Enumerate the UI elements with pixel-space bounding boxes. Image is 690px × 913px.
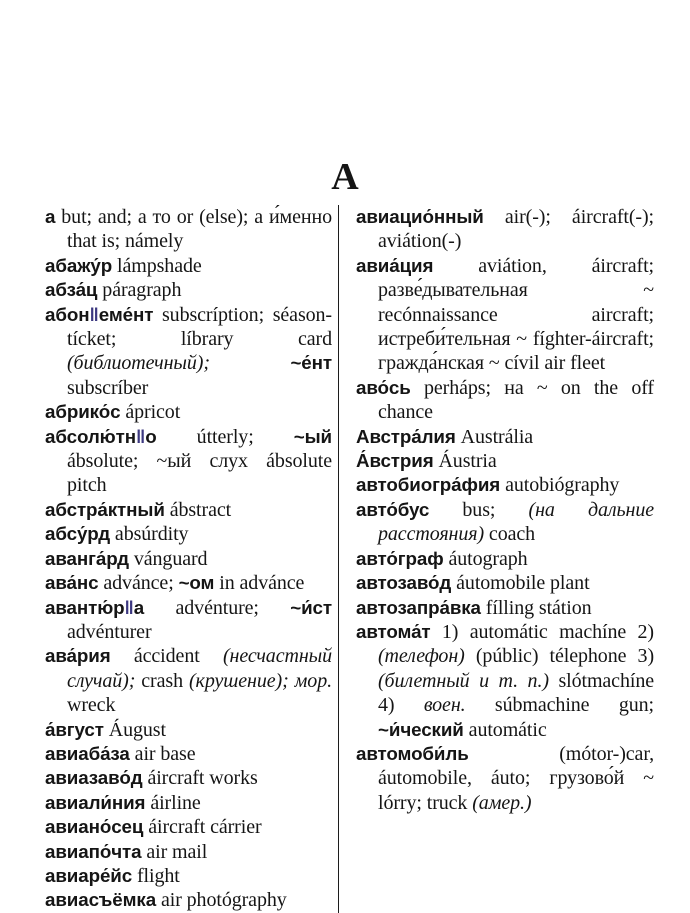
headword: ава́рия — [45, 645, 111, 667]
dictionary-entry — [356, 205, 654, 254]
headword: еме́нт — [98, 303, 154, 325]
translation-text: vánguard — [128, 547, 208, 570]
translation-text: útterly; — [156, 425, 294, 448]
headword: авто́бус — [356, 498, 430, 520]
headword: авиапо́чта — [45, 840, 142, 862]
dictionary-entry — [45, 254, 332, 278]
inflection-bold: ~и́ческий — [378, 718, 464, 740]
headword: абажу́р — [45, 254, 113, 276]
dictionary-entry — [45, 571, 332, 595]
dictionary-entry — [45, 498, 332, 522]
translation-text: 1) automátic machíne 2) — [430, 620, 654, 643]
translation-text: automátic — [463, 718, 547, 741]
inflection-bold: ~ый — [293, 425, 332, 447]
headword: абрико́с — [45, 401, 121, 423]
headword: авиацио́нный — [356, 206, 484, 227]
headword: автобиогра́фия — [356, 474, 501, 496]
dictionary-entry — [45, 742, 332, 766]
translation-text: súbmachine gun; — [465, 694, 654, 717]
inflection-bold: ~и́ст — [290, 596, 332, 618]
translation-text: perháps; на ~ on the off chance — [378, 376, 654, 424]
dictionary-entry — [356, 596, 654, 620]
translation-text: áirline — [145, 791, 201, 814]
translation-text: air photógraphy — [156, 889, 287, 912]
dictionary-entry — [45, 840, 332, 864]
translation-text: but; and; а то or (else); а и́менно that is; námely — [55, 206, 332, 253]
dictionary-entry — [356, 547, 654, 571]
translation-text: áircraft works — [142, 767, 258, 790]
right-column — [339, 205, 654, 913]
translation-text: air base — [129, 742, 196, 765]
headword: абсолю́тн — [45, 425, 136, 447]
headword: автомоби́ль — [356, 742, 469, 764]
usage-note-italic: (амер.) — [472, 791, 532, 814]
dictionary-entry — [45, 791, 332, 815]
dictionary-entry — [45, 400, 332, 424]
headword: А́встрия — [356, 450, 434, 472]
headword: ава́нс — [45, 572, 99, 594]
translation-text: fílling státion — [480, 596, 592, 619]
usage-note-italic: воен. — [423, 694, 466, 717]
translation-text: áircraft cárrier — [143, 816, 262, 839]
homonym-divider-mark: ‖ — [124, 596, 134, 618]
headword: авантю́р — [45, 596, 125, 618]
translation-text: advénturer — [67, 620, 152, 643]
dictionary-entry — [45, 766, 332, 790]
headword: а — [45, 206, 56, 227]
headword: авиазаво́д — [45, 767, 143, 789]
translation-text: áutograph — [443, 547, 528, 570]
translation-text: lámpshade — [112, 254, 202, 277]
headword: автома́т — [356, 620, 431, 642]
translation-text: bus; — [429, 498, 529, 521]
translation-text: subscríption; séason-tícket; líbrary card — [67, 303, 332, 351]
inflection-bold: ~е́нт — [290, 352, 332, 374]
dictionary-entry — [45, 547, 332, 571]
dictionary-entry — [45, 278, 332, 302]
translation-text: ábstract — [164, 498, 232, 521]
dictionary-entry — [356, 620, 654, 742]
translation-text: (públic) télephone 3) — [464, 645, 654, 668]
dictionary-entry — [356, 571, 654, 595]
dictionary-entry — [45, 888, 332, 912]
dictionary-entry — [356, 498, 654, 547]
headword: абза́ц — [45, 279, 98, 301]
translation-text: autobiógraphy — [500, 474, 620, 497]
headword: Австра́лия — [356, 425, 456, 447]
translation-text: áutomobile plant — [451, 572, 590, 595]
dictionary-entry — [45, 425, 332, 498]
usage-note-italic: (на дальние расстояния) — [378, 498, 654, 546]
headword: абстра́ктный — [45, 498, 165, 520]
headword: авто́граф — [356, 547, 444, 569]
usage-note-italic: (билетный и т. п.) — [378, 669, 549, 692]
homonym-divider-mark: ‖ — [135, 425, 146, 447]
translation-text: (mótor-)car, áutomobile, áuto; грузово́й ~ lórry; truck — [378, 742, 654, 814]
translation-text: Áugust — [103, 718, 166, 741]
headword: авиаре́йс — [45, 864, 133, 886]
translation-text: ápricot — [120, 401, 181, 424]
dictionary-entry — [45, 864, 332, 888]
headword: аво́сь — [356, 376, 411, 398]
headword: о — [145, 425, 157, 447]
translation-text: absúrdity — [110, 523, 189, 546]
dictionary-entry — [356, 473, 654, 497]
dictionary-entry — [356, 742, 654, 815]
translation-text: air(-); áircraft(-); aviátion(-) — [378, 206, 654, 253]
translation-text: Austrália — [455, 425, 534, 448]
dictionary-entry — [45, 815, 332, 839]
headword: а́вгуст — [45, 718, 104, 740]
translation-text: subscríber — [67, 376, 149, 399]
usage-note-italic: (несчастный случай); — [67, 645, 332, 692]
headword: авиано́сец — [45, 816, 144, 838]
translation-text: advénture; — [144, 596, 291, 619]
translation-text: crash — [135, 669, 189, 692]
dictionary-entry — [356, 254, 654, 376]
translation-text: in advánce — [214, 572, 305, 595]
section-letter-heading: А — [331, 156, 359, 198]
dictionary-entry — [356, 425, 654, 449]
dictionary-entry — [45, 303, 332, 401]
homonym-divider-mark: ‖ — [89, 303, 99, 325]
headword: авиали́ния — [45, 791, 146, 813]
translation-text: air mail — [141, 840, 208, 863]
dictionary-entry — [356, 449, 654, 473]
dictionary-entry — [45, 522, 332, 546]
headword: автозапра́вка — [356, 596, 481, 618]
left-column — [45, 205, 338, 913]
headword: авиасъёмка — [45, 889, 157, 911]
translation-text: páragraph — [97, 279, 182, 302]
dictionary-entry — [356, 376, 654, 425]
headword: абсу́рд — [45, 523, 111, 545]
translation-text: slótmachíne 4) — [378, 669, 654, 717]
headword: авиа́ция — [356, 254, 434, 276]
usage-note-italic: (библиотечный); — [67, 352, 210, 375]
translation-text: advánce; — [98, 572, 179, 595]
usage-note-italic: (крушение); — [189, 669, 289, 692]
headword: абон — [45, 303, 90, 325]
usage-note-italic: (телефон) — [378, 645, 465, 668]
dictionary-entry — [45, 644, 332, 717]
translation-text: aviátion, áircraft; разве́дывательная ~ recónnaissance aircraft; истреби́тельная ~ fíghter-áircraft; гражда́нская ~ cívil air fleet — [378, 254, 654, 375]
dictionary-entry — [45, 718, 332, 742]
translation-text: ábsolute; ~ый слух ábsolute pitch — [67, 450, 332, 497]
dictionary-entry — [45, 596, 332, 645]
translation-text: Áustria — [433, 450, 497, 473]
inflection-bold: ~ом — [178, 572, 215, 594]
translation-text: coach — [484, 523, 536, 546]
usage-note-italic: мор. — [294, 669, 333, 692]
headword: авиаба́за — [45, 742, 130, 764]
translation-text: áccident — [110, 645, 223, 668]
headword: а — [133, 596, 145, 618]
translation-text: flight — [132, 864, 180, 887]
headword: аванга́рд — [45, 547, 129, 569]
translation-text: wreck — [67, 694, 116, 717]
dictionary-entry — [45, 205, 332, 254]
translation-text — [210, 352, 291, 374]
headword: автозаво́д — [356, 572, 452, 594]
two-column-text-block — [45, 205, 654, 913]
